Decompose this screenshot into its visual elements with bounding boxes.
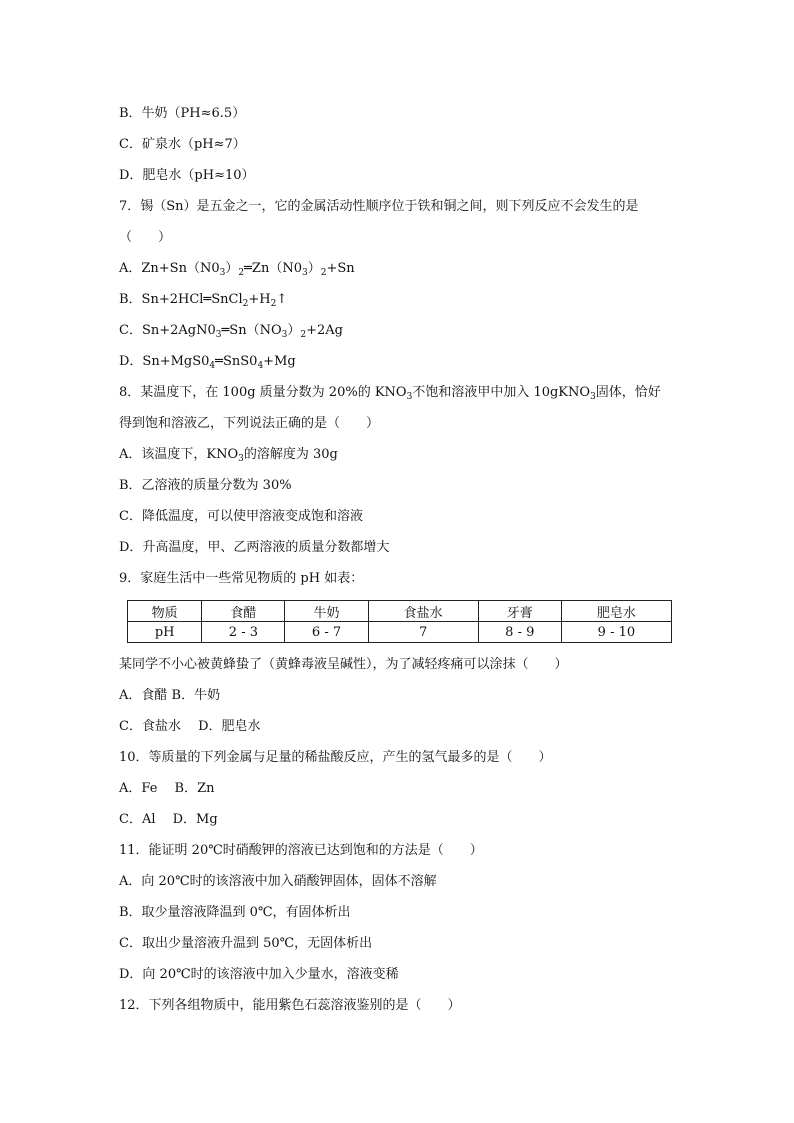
q7-paren: （ ） [119, 230, 172, 245]
q9-question: 某同学不小心被黄蜂蛰了（黄蜂毒液呈碱性），为了减轻疼痛可以涂抹（ ） [119, 657, 568, 672]
ph-table-cell: 7 [368, 622, 478, 643]
q8-stem-line1: 8．某温度下，在 100g 质量分数为 20%的 $KNO_3$不饱和溶液甲中加入 10gKNO$_3$固体，恰好 [119, 385, 661, 402]
q11-option-b: B．取少量溶液降温到 0℃，有固体析出 [119, 905, 351, 920]
q7-option-d: D．$Sn+MgS0_4═SnS0_4+Mg$ [119, 354, 296, 371]
ph-table-cell: pH [128, 622, 202, 643]
q6-option-c: C．矿泉水（pH≈7） [119, 137, 246, 152]
q6-option-d: D．肥皂水（pH≈10） [119, 168, 255, 183]
q8-option-b: B．乙溶液的质量分数为 30% [119, 478, 292, 493]
q9-options-ab: A．食醋 B．牛奶 [119, 688, 221, 703]
q9-options-cd: C．食盐水 D．肥皂水 [119, 719, 261, 734]
q6-option-b: B．牛奶（PH≈6.5） [119, 106, 246, 121]
q10-options-ab: A．Fe B．Zn [119, 781, 215, 796]
q11-option-d: D．向 20℃时的该溶液中加入少量水，溶液变稀 [119, 967, 399, 982]
ph-table-cell: 2 - 3 [202, 622, 285, 643]
ph-table-header-cell: 牛奶 [285, 601, 368, 622]
q8-option-a: A．该温度下，$KNO_3$的溶解度为 30g [119, 447, 338, 464]
q11-option-a: A．向 20℃时的该溶液中加入硝酸钾固体，固体不溶解 [119, 874, 437, 889]
q10-stem: 10．等质量的下列金属与足量的稀盐酸反应，产生的氢气最多的是（ ） [119, 750, 552, 765]
q7-option-c: C．$Sn+2AgN0_3═Sn(NO_3)_2+2Ag$ [119, 323, 343, 340]
ph-table-cell: 9 - 10 [561, 622, 671, 643]
ph-table-header-cell: 肥皂水 [561, 601, 671, 622]
q12-stem: 12．下列各组物质中，能用紫色石蕊溶液鉴别的是（ ） [119, 998, 461, 1013]
q8-option-d: D．升高温度，甲、乙两溶液的质量分数都增大 [119, 540, 390, 555]
ph-table-value-row [128, 622, 672, 643]
q8-option-c: C．降低温度，可以使甲溶液变成饱和溶液 [119, 509, 363, 524]
q7-option-a: A．$Zn+Sn(N0_3)_2═Zn(N0_3)_2+Sn$ [119, 261, 355, 278]
q7-option-b: B．$Sn+2HCl═SnCl_2+H_2↑$ [119, 292, 288, 309]
ph-table-header-cell: 食盐水 [368, 601, 478, 622]
q9-stem: 9．家庭生活中一些常见物质的 pH 如表： [119, 571, 364, 586]
q7-stem: 7．锡（Sn）是五金之一，它的金属活动性顺序位于铁和铜之间，则下列反应不会发生的是 [119, 199, 639, 214]
ph-table-header-row [128, 601, 672, 622]
q11-stem: 11．能证明 20℃时硝酸钾的溶液已达到饱和的方法是（ ） [119, 843, 483, 858]
q10-options-cd: C．Al D．Mg [119, 812, 218, 827]
ph-table [127, 600, 672, 643]
q11-option-c: C．取出少量溶液升温到 50℃，无固体析出 [119, 936, 373, 951]
ph-table-header-cell: 牙膏 [478, 601, 561, 622]
ph-table-cell: 8 - 9 [478, 622, 561, 643]
ph-table-cell: 6 - 7 [285, 622, 368, 643]
exam-page [119, 98, 679, 1021]
ph-table-header-cell: 物质 [128, 601, 202, 622]
q8-stem-line2: 得到饱和溶液乙，下列说法正确的是（ ） [119, 416, 380, 431]
ph-table-header-cell: 食醋 [202, 601, 285, 622]
